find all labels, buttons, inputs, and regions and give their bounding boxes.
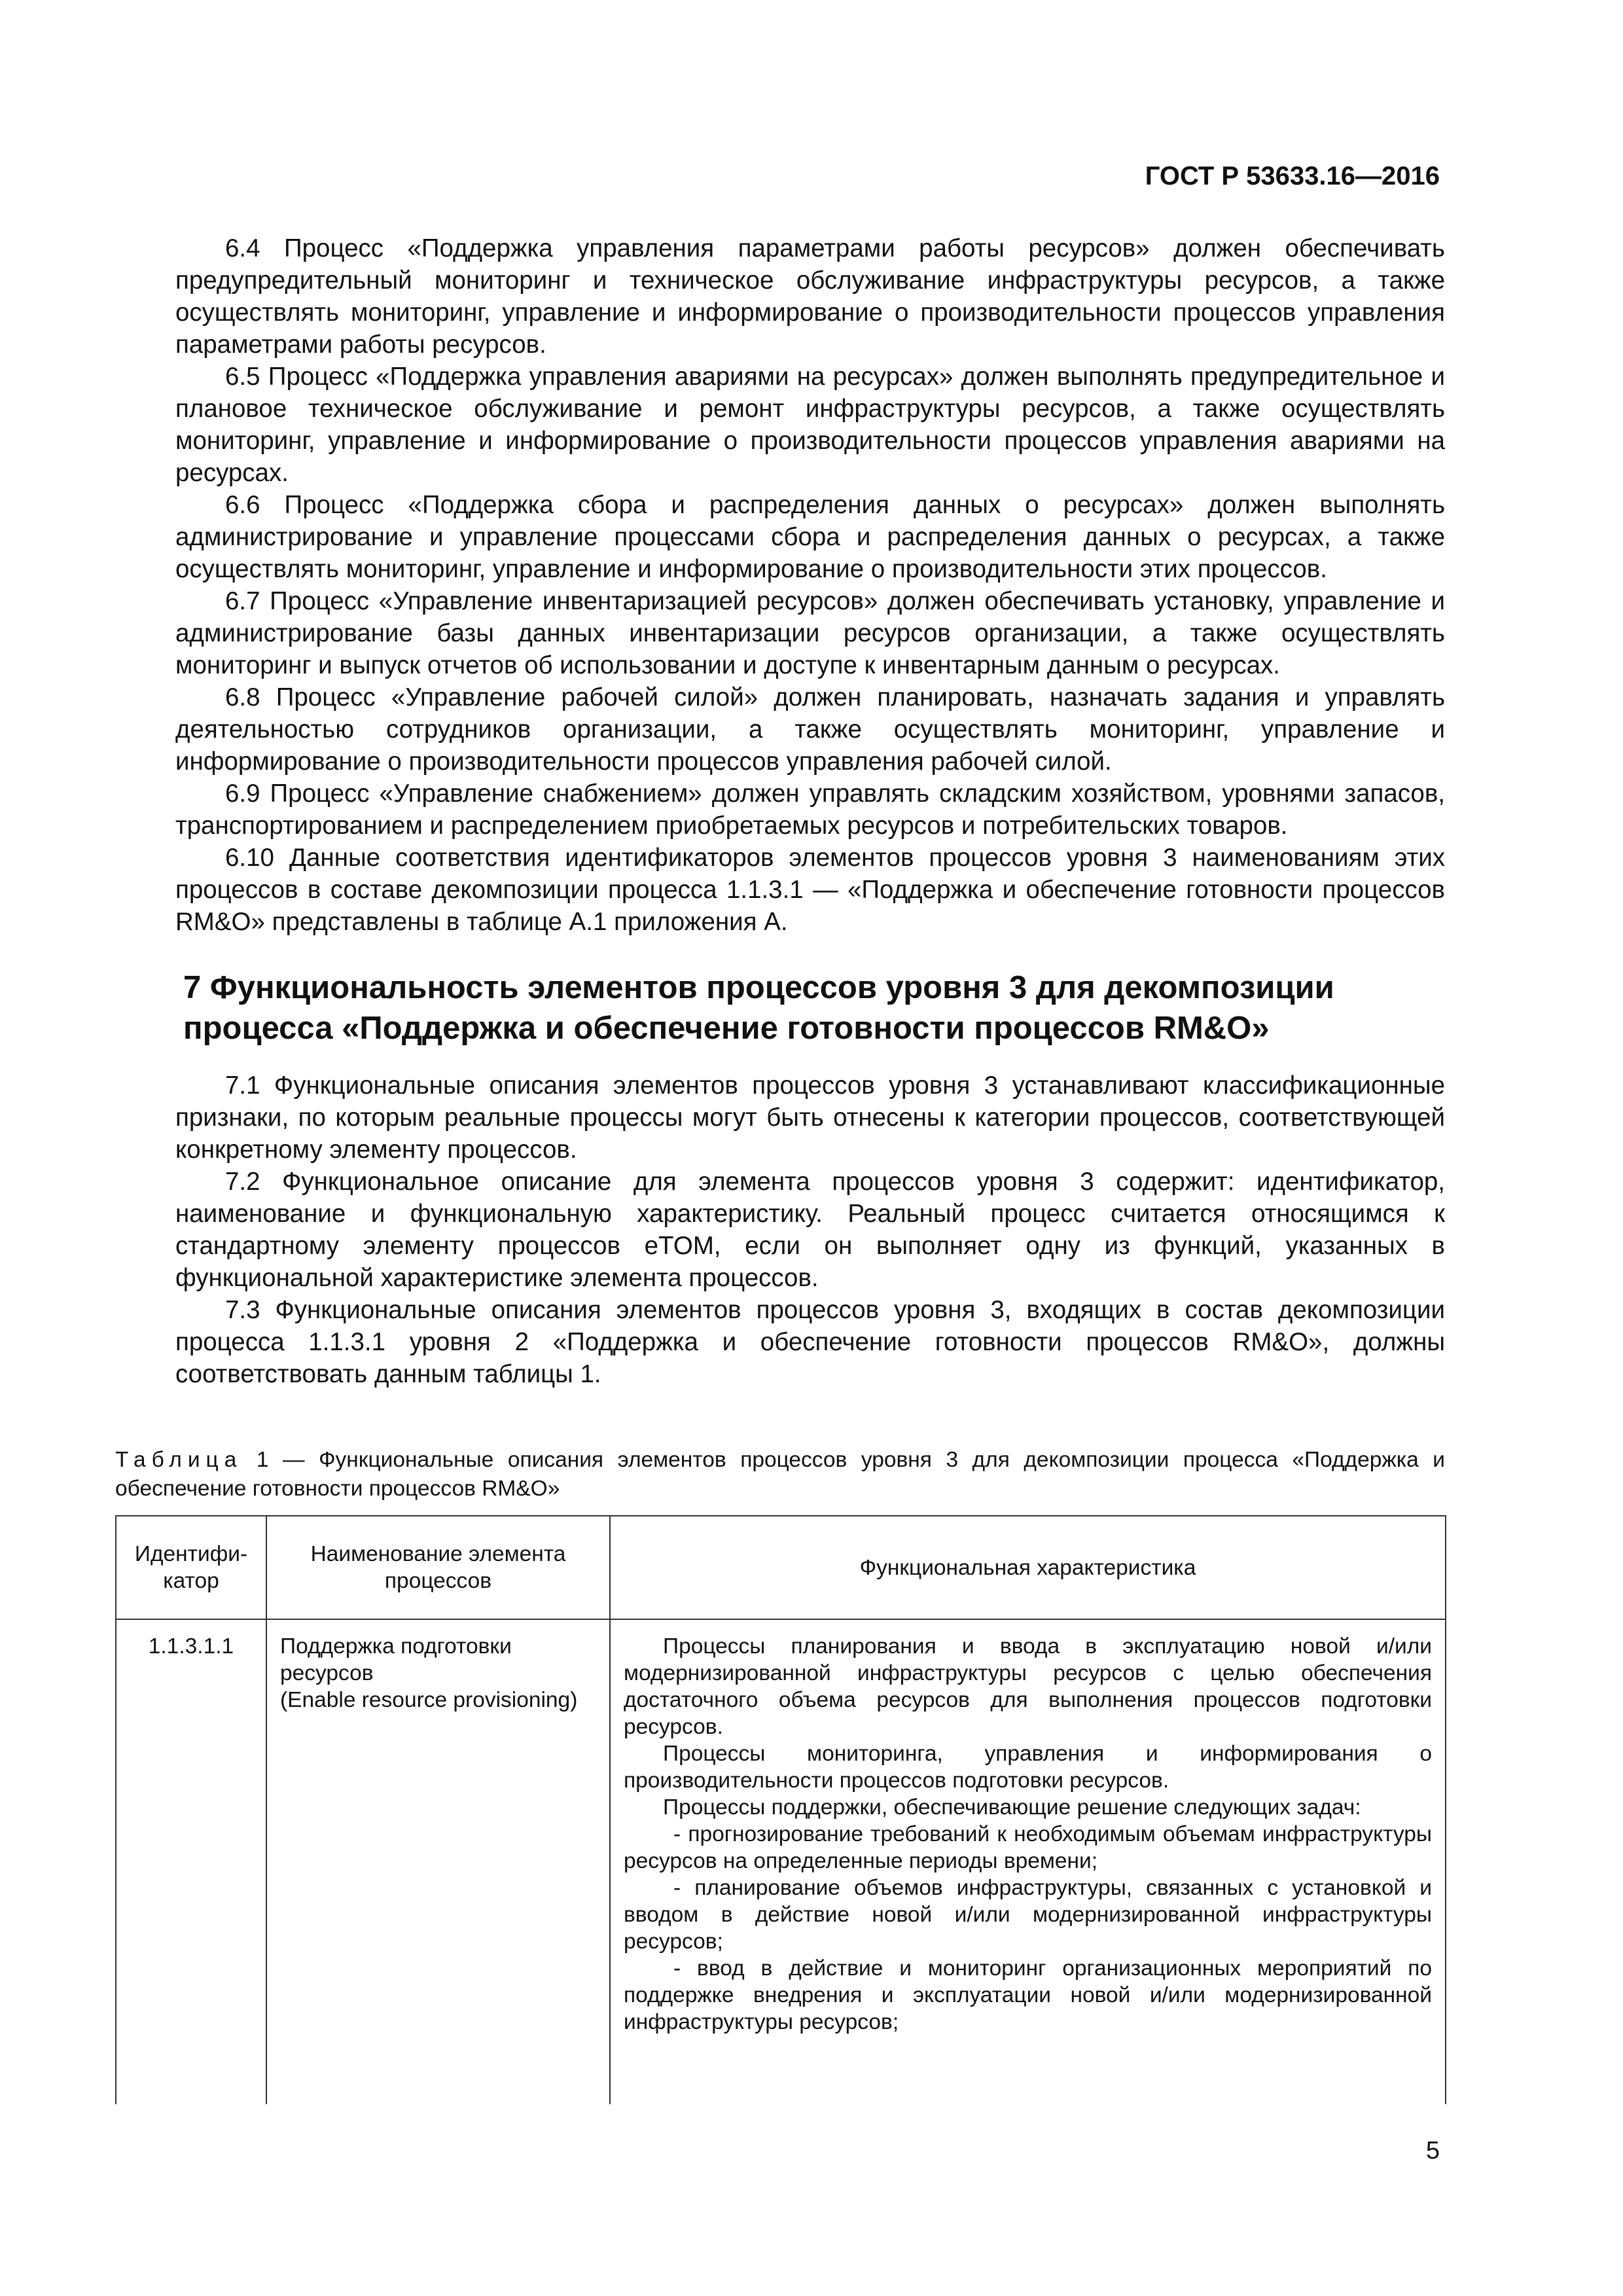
- paragraph-6-5: 6.5 Процесс «Поддержка управления авариями на ресурсах» должен выполнять предупредительное и плановое техническое обслуживание и ремонт инфраструктуры ресурсов, а также осуществлять мониторинг, управление и информирование о производительности процессов управления авариями на ресурсах.: [175, 363, 1445, 487]
- characteristic-list-item: - ввод в действие и мониторинг организационных мероприятий по поддержке внедрения и эксплуатации новой и/или модернизированной инфраструктуры ресурсов;: [624, 1956, 1432, 2034]
- characteristic-paragraph: Процессы мониторинга, управления и информирования о производительности процессов подготовки ресурсов.: [624, 1742, 1432, 1793]
- section-6-text: [175, 232, 1445, 938]
- row-process-name-en: (Enable resource provisioning): [280, 1688, 578, 1712]
- functional-description-table: [115, 1515, 1446, 2104]
- table-header-row: [116, 1516, 1446, 1619]
- table-caption: [115, 1446, 1445, 1503]
- page-number: 5: [1425, 2137, 1440, 2164]
- header-process-name: Наименование элемента процессов: [266, 1516, 610, 1619]
- row-process-name-cell: [266, 1619, 610, 2104]
- header-functional-characteristic: Функциональная характеристика: [610, 1516, 1446, 1619]
- row-process-name: Поддержка подготовки ресурсов: [280, 1634, 512, 1685]
- characteristic-paragraph: Процессы поддержки, обеспечивающие решение следующих задач:: [663, 1795, 1361, 1820]
- section-7-title-line-2: процесса «Поддержка и обеспечение готовности процессов RM&O»: [183, 1011, 1270, 1046]
- paragraph-6-4: 6.4 Процесс «Поддержка управления параметрами работы ресурсов» должен обеспечивать предупредительный мониторинг и техническое обслуживание инфраструктуры ресурсов, а также осуществлять мониторинг, управление и информирование о производительности процессов управления параметрами работы ресурсов.: [175, 234, 1445, 359]
- row-identifier: 1.1.3.1.1: [116, 1619, 266, 2104]
- section-7-title-line-1: 7 Функциональность элементов процессов уровня 3 для декомпозиции: [183, 970, 1334, 1005]
- section-7-title: [175, 967, 1445, 1049]
- paragraph-6-9: 6.9 Процесс «Управление снабжением» должен управлять складским хозяйством, уровнями запасов, транспортированием и распределением приобретаемых ресурсов и потребительских товаров.: [175, 780, 1445, 840]
- table-caption-text: 1 — Функциональные описания элементов процессов уровня 3 для декомпозиции процесса «Поддержка и обеспечение готовности процессов RM&O»: [115, 1448, 1445, 1501]
- paragraph-7-2: 7.2 Функциональное описание для элемента процессов уровня 3 содержит: идентификатор, наименование и функциональную характеристику. Реальный процесс считается относящимся к стандартному элементу процессов eTOM, если он выполняет одну из функций, указанных в функциональной характеристике элемента процессов.: [175, 1168, 1445, 1292]
- table-row: [116, 1619, 1446, 2104]
- row-functional-characteristic: [610, 1619, 1446, 2104]
- standard-header: ГОСТ Р 53633.16—2016: [1145, 162, 1440, 190]
- header-identifier: Идентифи-катор: [116, 1516, 266, 1619]
- characteristic-paragraph: Процессы планирования и ввода в эксплуатацию новой и/или модернизированной инфраструктуры ресурсов с целью обеспечения достаточного объема ресурсов для выполнения процессов подготовки ресурсов.: [624, 1634, 1432, 1739]
- paragraph-6-7: 6.7 Процесс «Управление инвентаризацией ресурсов» должен обеспечивать установку, управление и администрирование базы данных инвентаризации ресурсов организации, а также осуществлять мониторинг и выпуск отчетов об использовании и доступе к инвентарным данным о ресурсах.: [175, 587, 1445, 679]
- paragraph-7-1: 7.1 Функциональные описания элементов процессов уровня 3 устанавливают классификационные признаки, по которым реальные процессы могут быть отнесены к категории процессов, соответствующей конкретному элементу процессов.: [175, 1071, 1445, 1164]
- characteristic-list-item: - планирование объемов инфраструктуры, связанных с установкой и вводом в действие новой и/или модернизированной инфраструктуры ресурсов;: [624, 1876, 1432, 1954]
- paragraph-6-8: 6.8 Процесс «Управление рабочей силой» должен планировать, назначать задания и управлять деятельностью сотрудников организации, а также осуществлять мониторинг, управление и информирование о производительности процессов управления рабочей силой.: [175, 683, 1445, 776]
- paragraph-7-3: 7.3 Функциональные описания элементов процессов уровня 3, входящих в состав декомпозиции процесса 1.1.3.1 уровня 2 «Поддержка и обеспечение готовности процессов RM&O», должны соответствовать данным таблицы 1.: [175, 1296, 1445, 1388]
- section-7-text: [175, 1069, 1445, 1390]
- paragraph-6-10: 6.10 Данные соответствия идентификаторов элементов процессов уровня 3 наименованиям этих процессов в составе декомпозиции процесса 1.1.3.1 — «Поддержка и обеспечение готовности процессов RM&O» представлены в таблице А.1 приложения А.: [175, 844, 1445, 936]
- paragraph-6-6: 6.6 Процесс «Поддержка сбора и распределения данных о ресурсах» должен выполнять администрирование и управление процессами сбора и распределения данных о ресурсах, а также осуществлять мониторинг, управление и информирование о производительности этих процессов.: [175, 491, 1445, 583]
- table-caption-label: Таблица: [115, 1448, 243, 1472]
- characteristic-list-item: - прогнозирование требований к необходимым объемам инфраструктуры ресурсов на определенные периоды времени;: [624, 1822, 1432, 1873]
